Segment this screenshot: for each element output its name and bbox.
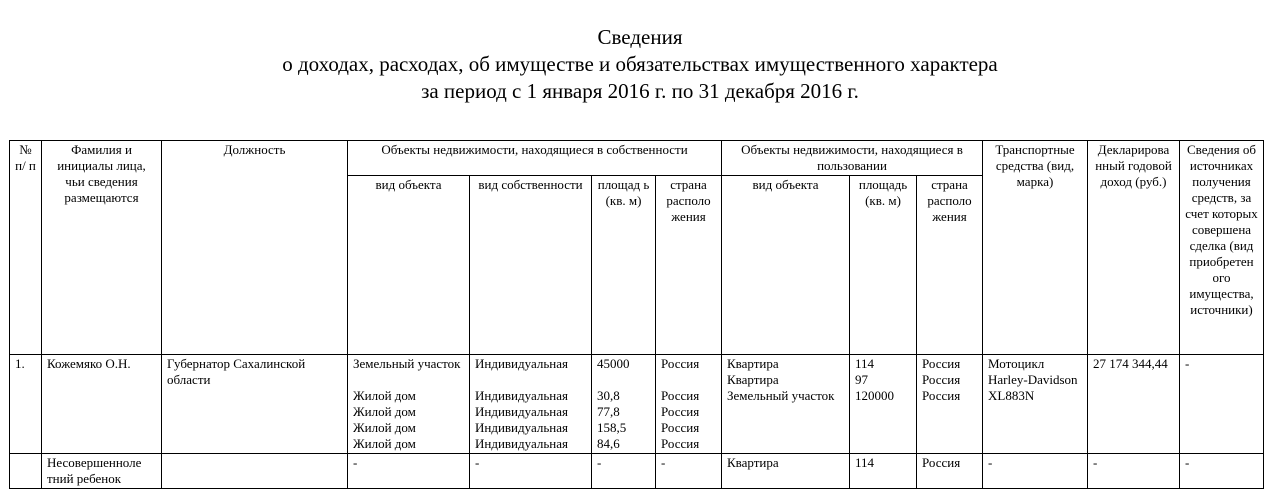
owned-area-0: 45000 bbox=[597, 356, 630, 371]
owned-area-3: 158,5 bbox=[597, 420, 627, 435]
owned-country-1: Россия bbox=[661, 388, 700, 403]
row-income: - bbox=[1088, 454, 1180, 489]
used-area-1: 97 bbox=[855, 372, 868, 387]
row-name: Несовершенноле тний ребенок bbox=[42, 454, 162, 489]
used-type-cell bbox=[722, 355, 850, 454]
used-country-1: Россия bbox=[922, 372, 961, 387]
declaration-table bbox=[9, 140, 1264, 489]
col-header-used-area: площадь (кв. м) bbox=[850, 176, 917, 355]
col-header-used-group: Объекты недвижимости, находящиеся в пользовании bbox=[722, 141, 983, 176]
owned-area-cell: - bbox=[592, 454, 656, 489]
table-row bbox=[10, 454, 1264, 489]
col-header-num: № п/ п bbox=[10, 141, 42, 355]
header-row bbox=[10, 141, 1264, 176]
row-sources: - bbox=[1180, 355, 1264, 454]
col-header-transport: Транспортные средства (вид, марка) bbox=[983, 141, 1088, 355]
used-area-0: 114 bbox=[855, 356, 875, 371]
row-position: Губернатор Сахалинской области bbox=[162, 355, 348, 454]
row-transport: - bbox=[983, 454, 1088, 489]
owned-type-1: Жилой дом bbox=[353, 388, 416, 403]
col-header-position: Должность bbox=[162, 141, 348, 355]
used-country-cell: Россия bbox=[917, 454, 983, 489]
owned-area-1: 30,8 bbox=[597, 388, 620, 403]
owned-ownership-2: Индивидуальная bbox=[475, 404, 568, 419]
owned-type-2: Жилой дом bbox=[353, 404, 416, 419]
used-type-cell: Квартира bbox=[722, 454, 850, 489]
row-transport: Мотоцикл Harley-Davidson XL883N bbox=[983, 355, 1088, 454]
owned-ownership-cell bbox=[470, 355, 592, 454]
owned-ownership-0: Индивидуальная bbox=[475, 356, 568, 371]
row-name: Кожемяко О.Н. bbox=[42, 355, 162, 454]
table-row bbox=[10, 355, 1264, 454]
col-header-owned-country: страна располо жения bbox=[656, 176, 722, 355]
owned-ownership-cell: - bbox=[470, 454, 592, 489]
used-type-0: Квартира bbox=[727, 356, 779, 371]
row-sources: - bbox=[1180, 454, 1264, 489]
owned-country-cell bbox=[656, 355, 722, 454]
document-period: за период с 1 января 2016 г. по 31 декабря 2016 г. bbox=[421, 79, 859, 103]
document-subtitle: о доходах, расходах, об имуществе и обязательствах имущественного характера bbox=[282, 52, 998, 76]
owned-country-0: Россия bbox=[661, 356, 700, 371]
used-type-1: Квартира bbox=[727, 372, 779, 387]
owned-ownership-4: Индивидуальная bbox=[475, 436, 568, 451]
owned-type-0: Земельный участок bbox=[353, 356, 461, 371]
used-country-cell bbox=[917, 355, 983, 454]
col-header-used-type: вид объекта bbox=[722, 176, 850, 355]
owned-type-cell: - bbox=[348, 454, 470, 489]
row-num bbox=[10, 454, 42, 489]
owned-type-cell bbox=[348, 355, 470, 454]
owned-type-4: Жилой дом bbox=[353, 436, 416, 451]
owned-ownership-1: Индивидуальная bbox=[475, 388, 568, 403]
used-country-2: Россия bbox=[922, 388, 961, 403]
document-title: Сведения bbox=[597, 25, 683, 49]
col-header-income: Декларирова нный годовой доход (руб.) bbox=[1088, 141, 1180, 355]
owned-area-cell bbox=[592, 355, 656, 454]
owned-area-2: 77,8 bbox=[597, 404, 620, 419]
row-income: 27 174 344,44 bbox=[1088, 355, 1180, 454]
owned-ownership-3: Индивидуальная bbox=[475, 420, 568, 435]
col-header-owned-group: Объекты недвижимости, находящиеся в собственности bbox=[348, 141, 722, 176]
used-country-0: Россия bbox=[922, 356, 961, 371]
col-header-owned-type: вид объекта bbox=[348, 176, 470, 355]
used-area-cell: 114 bbox=[850, 454, 917, 489]
col-header-sources: Сведения об источниках получения средств, за счет которых совершена сделка (вид приобретен ого имущества, источники) bbox=[1180, 141, 1264, 355]
owned-country-2: Россия bbox=[661, 404, 700, 419]
owned-country-3: Россия bbox=[661, 420, 700, 435]
owned-type-3: Жилой дом bbox=[353, 420, 416, 435]
col-header-used-country: страна располо жения bbox=[917, 176, 983, 355]
col-header-name: Фамилия и инициалы лица, чьи сведения размещаются bbox=[42, 141, 162, 355]
owned-country-cell: - bbox=[656, 454, 722, 489]
row-position bbox=[162, 454, 348, 489]
used-type-2: Земельный участок bbox=[727, 388, 835, 403]
col-header-owned-area: площад ь (кв. м) bbox=[592, 176, 656, 355]
col-header-owned-ownership: вид собственности bbox=[470, 176, 592, 355]
used-area-2: 120000 bbox=[855, 388, 894, 403]
used-area-cell bbox=[850, 355, 917, 454]
owned-country-4: Россия bbox=[661, 436, 700, 451]
row-num: 1. bbox=[10, 355, 42, 454]
owned-area-4: 84,6 bbox=[597, 436, 620, 451]
